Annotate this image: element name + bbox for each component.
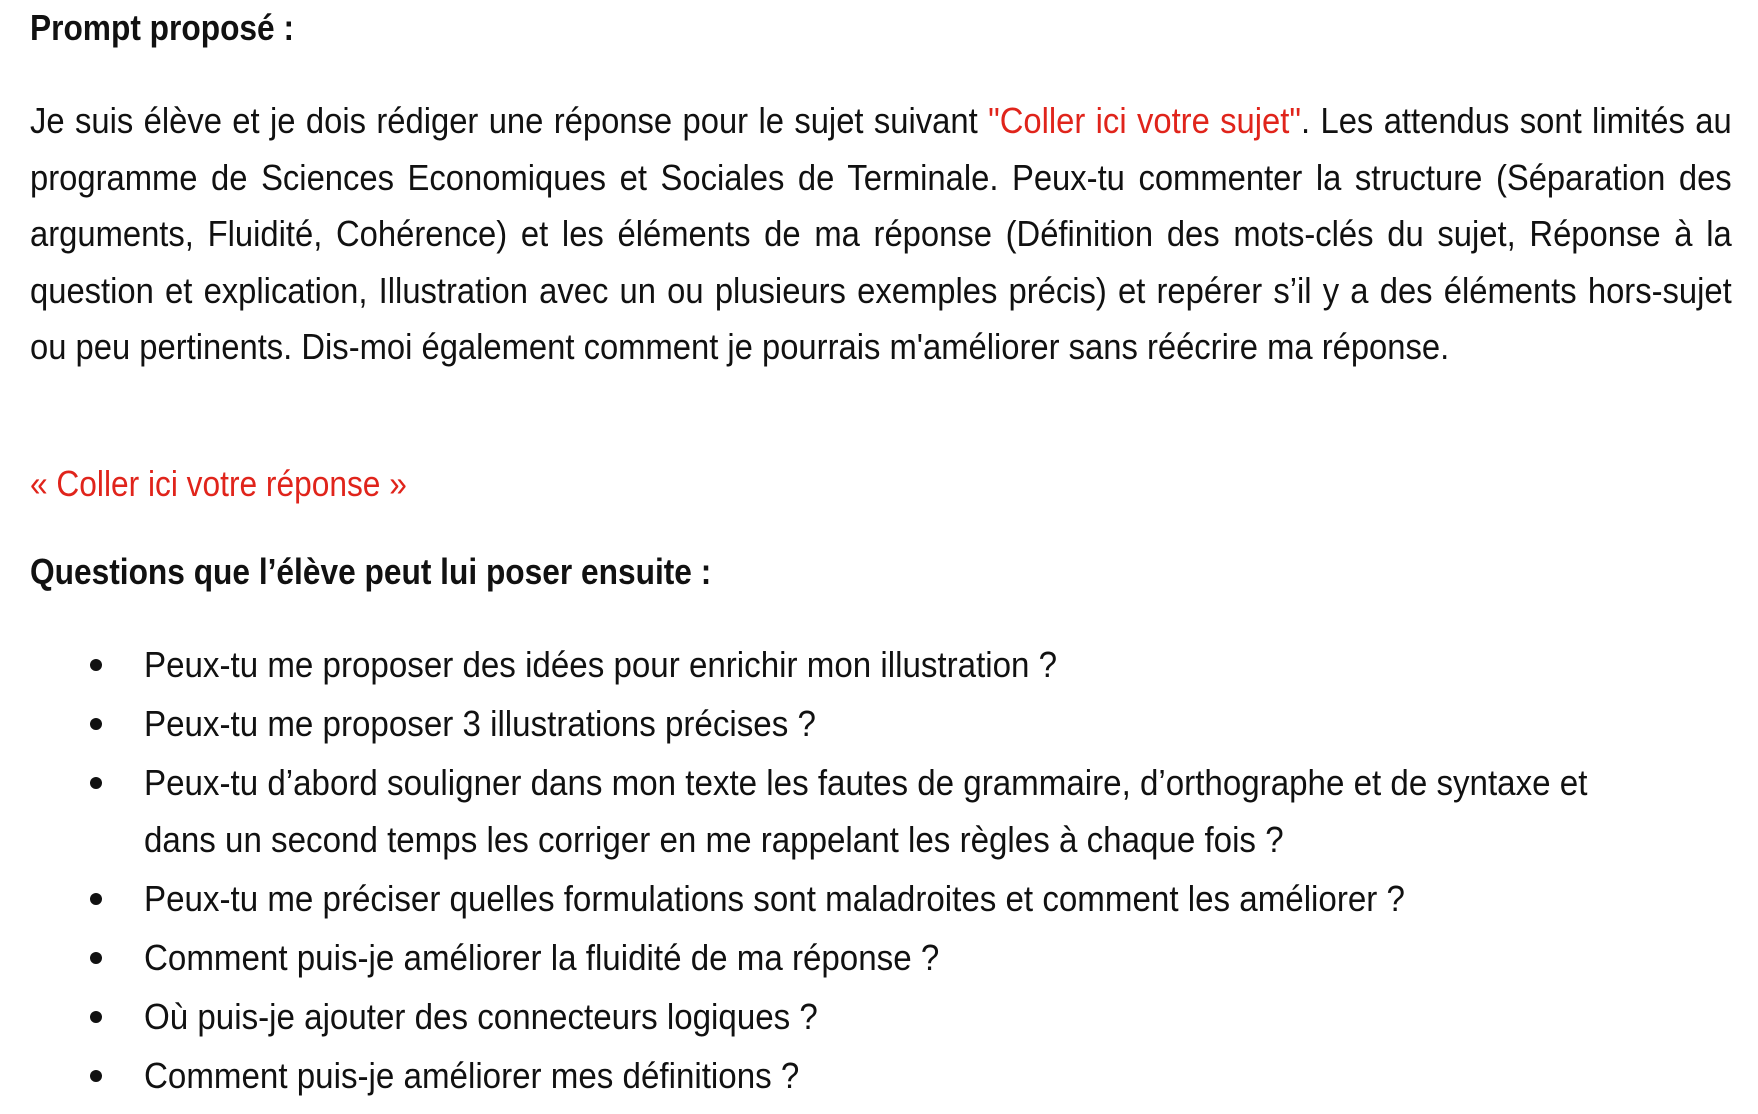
prompt-text-after: . Les attendus sont limités au programme de Sciences Economiques et Sociales de Terminale. Peux-tu commenter la structure (Séparation des arguments, Fluidité, Cohérence) et les éléments de ma réponse (Définition des mots-clés du sujet, Réponse à la question et explication, Illustration avec un ou plusieurs exemples précis) et repérer s’il y a des éléments hors-sujet ou peu pertinents. Dis-moi également comment je pourrais m'améliorer sans réécrire ma réponse. [30,100,1732,367]
bullet-icon [90,659,102,671]
questions-list [30,636,1730,1106]
questions-heading: Questions que l’élève peut lui poser ensuite : [30,551,712,592]
bullet-icon [90,777,102,789]
bullet-icon [90,893,102,905]
list-item [30,929,1730,986]
prompt-paragraph [30,93,1730,376]
question-text: Comment puis-je améliorer la fluidité de ma réponse ? [144,937,940,978]
prompt-text-before: Je suis élève et je dois rédiger une réponse pour le sujet suivant [30,100,989,141]
prompt-heading: Prompt proposé : [30,7,295,48]
list-item [30,636,1730,693]
list-item [30,754,1730,868]
question-text: Où puis-je ajouter des connecteurs logiques ? [144,996,818,1037]
question-text: Peux-tu d’abord souligner dans mon texte les fautes de grammaire, d’orthographe et de syntaxe et dans un second temps les corriger en me rappelant les règles à chaque fois ? [144,762,1588,860]
question-text: Peux-tu me proposer des idées pour enrichir mon illustration ? [144,644,1058,685]
bullet-icon [90,952,102,964]
question-text: Comment puis-je améliorer mes définitions ? [144,1055,800,1096]
list-item [30,870,1730,927]
subject-placeholder: "Coller ici votre sujet" [988,100,1302,141]
list-item [30,988,1730,1045]
bullet-icon [90,1011,102,1023]
question-text: Peux-tu me préciser quelles formulations sont maladroites et comment les améliorer ? [144,878,1405,919]
answer-placeholder: « Coller ici votre réponse » [30,463,407,504]
list-item [30,1047,1730,1104]
question-text: Peux-tu me proposer 3 illustrations précises ? [144,703,816,744]
list-item [30,695,1730,752]
bullet-icon [90,1070,102,1082]
bullet-icon [90,718,102,730]
